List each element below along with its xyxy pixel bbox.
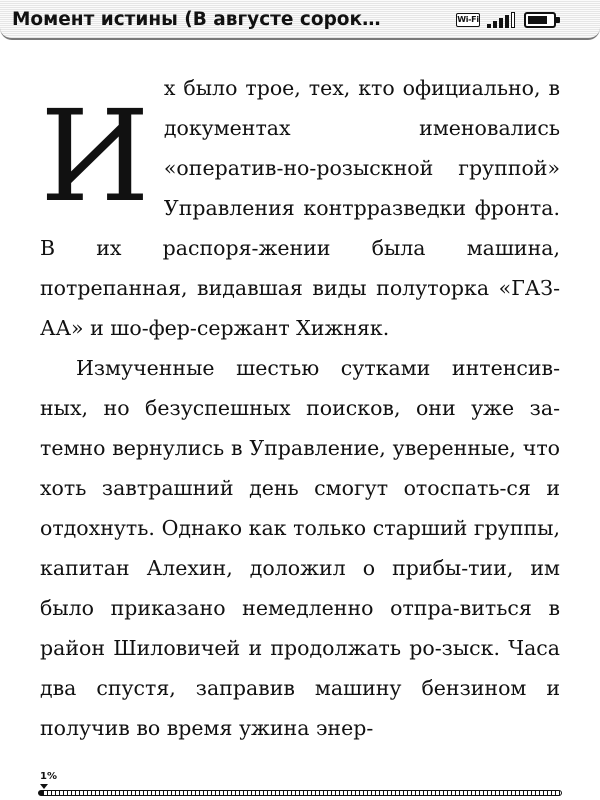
signal-bar — [505, 15, 509, 28]
signal-bar — [511, 12, 515, 28]
signal-bar — [499, 18, 503, 28]
drop-cap: И — [40, 83, 150, 230]
battery-level — [528, 16, 547, 24]
paragraph-2: Измученные шестью сутками интенсив-ных, но безуспешных поисков, они уже за-темно вернулись в Управление, уверенные, что хоть завтрашний день смогут отоспать-ся и отдохнуть. Однако как только старший группы, капитан Алехин, доложил о прибы-тии, им было приказано немедленно отпра-виться в район Шиловичей и продолжать ро-зыск. Часа два спустя, заправив машину бензином и получив во время ужина энер- — [40, 356, 560, 740]
wifi-icon: Wi-Fi — [456, 13, 480, 27]
battery-tip — [556, 17, 560, 23]
progress-fill — [39, 791, 44, 795]
reading-page[interactable] — [40, 68, 560, 748]
reading-progress-bar[interactable] — [38, 790, 562, 796]
paragraph-1 — [40, 68, 560, 348]
progress-marker-icon — [40, 784, 48, 789]
signal-bar — [487, 24, 491, 28]
status-bar — [0, 0, 600, 40]
signal-strength-icon — [487, 11, 515, 28]
battery-icon — [524, 12, 556, 28]
progress-percent: 1% — [40, 771, 57, 782]
book-title: Момент истины (В августе сорок… — [12, 9, 381, 30]
paragraph-1-text: х было трое, тех, кто официально, в документах именовались «оператив-но-розыскной группой» Управления контрразведки фронта. В их распоря-жении была машина, потрепанная, видавшая виды полуторка «ГАЗ-АА» и шо-фер-сержант Хижняк. — [40, 76, 560, 340]
signal-bar — [493, 21, 497, 28]
